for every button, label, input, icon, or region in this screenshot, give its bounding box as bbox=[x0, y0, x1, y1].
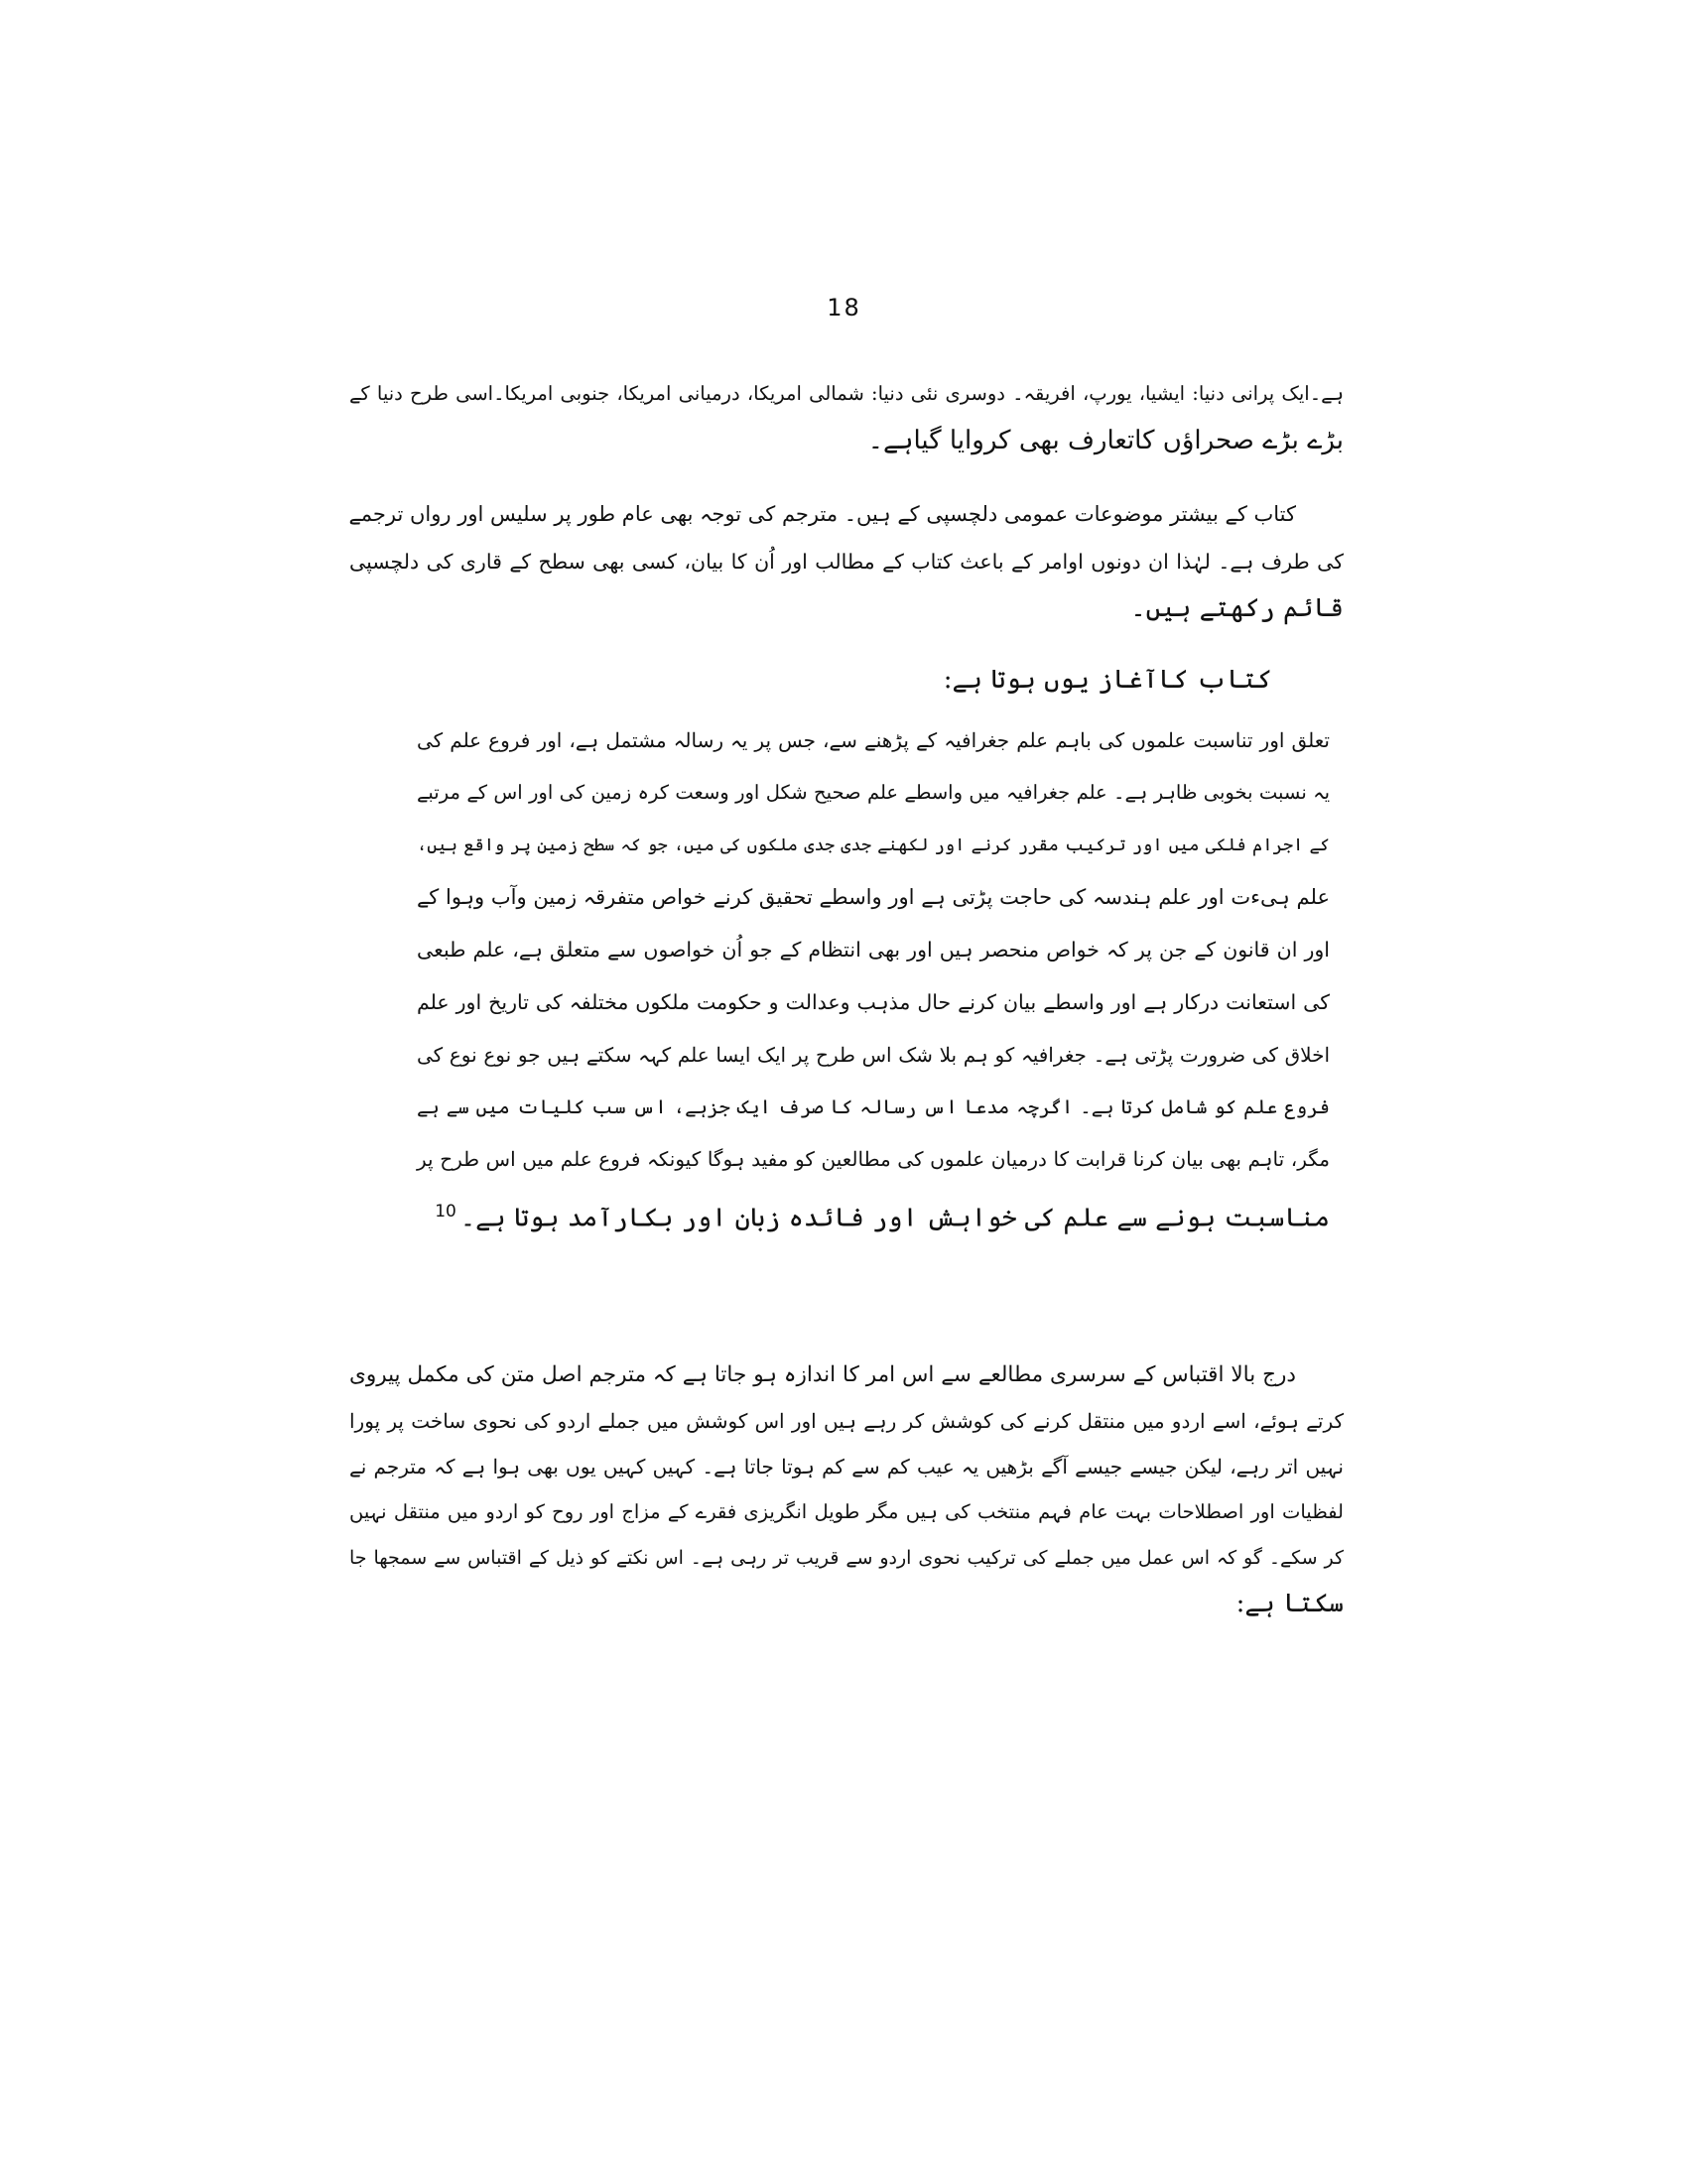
text-line: لفظیات اور اصطلاحات بہت عام فہم منتخب کی ہیں مگر طویل انگریزی فقرے کے مزاج اور روح کو اردو میں منتقل نہیں bbox=[349, 1500, 1344, 1523]
text-line: درج بالا اقتباس کے سرسری مطالعے سے اس امر کا اندازہ ہو جاتا ہے کہ مترجم اصل متن کی مکمل پیروی bbox=[349, 1362, 1296, 1387]
text-line: سکتا ہے: bbox=[1235, 1589, 1344, 1618]
quote-line: اور ان قانون کے جن پر کہ خواص منحصر ہیں اور بھی انتظام کے جو اُن خواصوں سے متعلق ہے، علم طبعی bbox=[417, 938, 1330, 963]
quote-line: علم ہیءت اور علم ہندسہ کی حاجت پڑتی ہے اور واسطے تحقیق کرنے خواص متفرقہ زمین وآب وہوا کے bbox=[417, 885, 1330, 910]
quote-line: یہ نسبت بخوبی ظاہر ہے۔ علم جغرافیہ میں واسطے علم صحیح شکل اور وسعت کرہ زمین کی اور اس کے مرتبے bbox=[417, 780, 1330, 804]
text-line: کتاب کاآغاز یوں ہوتا ہے: bbox=[943, 665, 1272, 695]
paragraph-analysis bbox=[349, 1352, 1344, 1626]
paragraph-topics bbox=[349, 491, 1344, 633]
paragraph-intro bbox=[349, 370, 1344, 464]
text-line: بڑے بڑے صحراؤں کاتعارف بھی کروایا گیاہے۔ bbox=[867, 425, 1344, 455]
quote-line: تعلق اور تناسبت علموں کی باہم علم جغرافیہ کے پڑھنے سے، جس پر یہ رسالہ مشتمل ہے، اور فروع علم کی bbox=[417, 728, 1330, 752]
quote-line: فروع علم کو شامل کرتا ہے۔ اگرچہ مدعا اس رسالہ کا صرف ایک جزہے، اس سب کلیات میں سے ہے bbox=[417, 1094, 1330, 1118]
text-line: کتاب کے بیشتر موضوعات عمومی دلچسپی کے ہیں۔ مترجم کی توجہ بھی عام طور پر سلیس اور رواں ترجمے bbox=[348, 502, 1296, 526]
text-line: کر سکے۔ گو کہ اس عمل میں جملے کی ترکیب نحوی اردو سے قریب تر رہی ہے۔ اس نکتے کو ذیل کے اقتباس سے سمجھا جا bbox=[349, 1547, 1344, 1569]
footnote-reference[interactable]: 10 bbox=[435, 1202, 456, 1222]
text-line: ہے۔ایک پرانی دنیا: ایشیا، یورپ، افریقہ۔ دوسری نئی دنیا: شمالی امریکا، درمیانی امریکا، جنوبی امریکا۔اسی طرح دنیا کے bbox=[349, 382, 1344, 405]
text-line: قائم رکھتے ہیں۔ bbox=[1130, 593, 1344, 623]
quote-line: اخلاق کی ضرورت پڑتی ہے۔ جغرافیہ کو ہم بلا شک اس طرح پر ایک ایسا علم کہہ سکتے ہیں جو نوع نوع کی bbox=[417, 1042, 1330, 1067]
page-number: 18 bbox=[827, 294, 861, 321]
block-quote bbox=[417, 714, 1330, 1245]
text-line: کرتے ہوئے، اسے اردو میں منتقل کرنے کی کوشش کر رہے ہیں اور اس کوشش میں جملے اردو کی نحوی ساخت پر پورا bbox=[349, 1409, 1344, 1433]
quote-last-line bbox=[417, 1186, 1330, 1244]
quote-line: مگر، تاہم بھی بیان کرنا قرابت کا درمیان علموں کی مطالعین کو مفید ہوگا کیونکہ فروع علم میں اس طرح پر bbox=[417, 1147, 1330, 1172]
text-line: نہیں اتر رہے، لیکن جیسے جیسے آگے بڑھیں یہ عیب کم سے کم ہوتا جاتا ہے۔ کہیں کہیں یوں بھی ہوا ہے کہ مترجم نے bbox=[349, 1455, 1344, 1478]
quote-line: کے اجرام فلکی میں اور ترکیب مقرر کرنے اور لکھنے جدی جدی ملکوں کی میں، جو کہ سطح زمین پر واقع ہیں، bbox=[417, 835, 1330, 855]
text-line: کی طرف ہے۔ لہٰذا ان دونوں اوامر کے باعث کتاب کے مطالب اور اُن کا بیان، کسی بھی سطح کے قاری کی دلچسپی bbox=[349, 549, 1344, 574]
quote-line: کی استعانت درکار ہے اور واسطے بیان کرنے حال مذہب وعدالت و حکومت ملکوں مختلفہ کی تاریخ اور علم bbox=[417, 989, 1330, 1014]
quote-line: مناسبت ہونے سے علم کی خواہش اور فائدہ زبان اور بکارآمد ہوتا ہے۔ bbox=[459, 1203, 1330, 1233]
paragraph-opening bbox=[349, 657, 1322, 705]
